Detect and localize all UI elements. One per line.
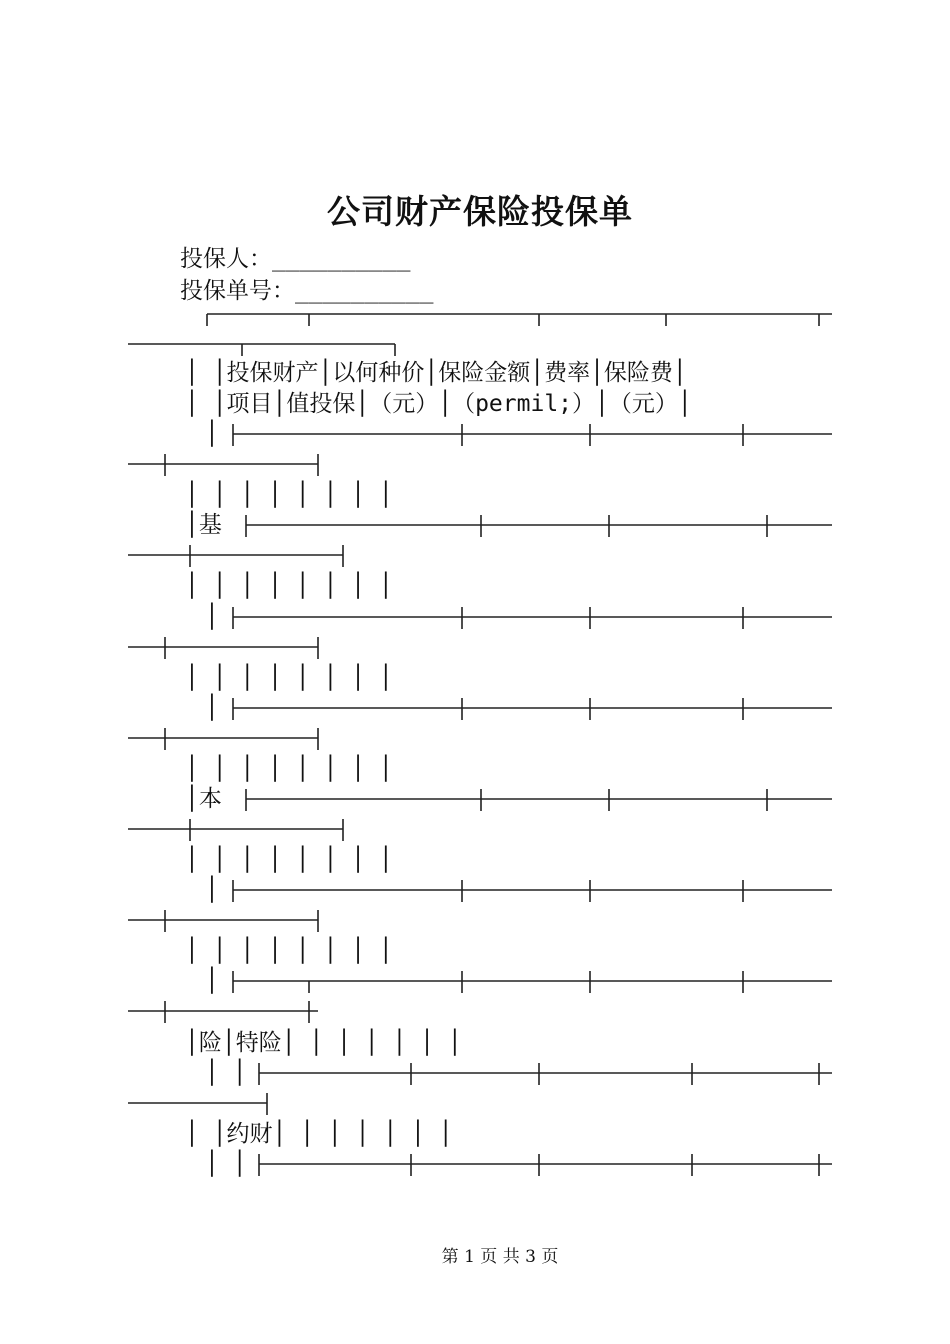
row-label-ben: │本 bbox=[185, 786, 222, 812]
table-header-row-1: │ │投保财产│以何种价│保险金额│费率│保险费│ bbox=[185, 360, 687, 386]
policy-number-field: 投保单号：__________ bbox=[180, 278, 434, 304]
row-prefix-bar: │ bbox=[205, 695, 219, 721]
row-prefix-bar: │ │ bbox=[205, 1060, 247, 1086]
row-label-yuecai: │ │约财│ │ │ │ │ │ │ bbox=[185, 1121, 453, 1147]
table-header-row-2: │ │项目│值投保│（元）│（permil;）│（元）│ bbox=[185, 391, 692, 417]
applicant-field: 投保人：__________ bbox=[180, 246, 411, 272]
table-row: │ │ │ │ │ │ │ │ bbox=[185, 756, 393, 782]
table-row: │ │ │ │ │ │ │ │ bbox=[185, 938, 393, 964]
page-footer: 第 1 页 共 3 页 bbox=[441, 1247, 559, 1267]
table-row: │ │ │ │ │ │ │ │ bbox=[185, 573, 393, 599]
document-title: 公司财产保险投保单 bbox=[327, 192, 633, 231]
row-label-xian-special: │险│特险│ │ │ │ │ │ │ bbox=[185, 1030, 462, 1056]
table-row: │ │ │ │ │ │ │ │ bbox=[185, 482, 393, 508]
row-prefix-bar: │ bbox=[205, 604, 219, 630]
row-label-ji: │基 bbox=[185, 512, 222, 538]
row-prefix-bar: │ │ bbox=[205, 1151, 247, 1177]
row-prefix-bar: │ bbox=[205, 877, 219, 903]
row-prefix-bar: │ bbox=[205, 421, 219, 447]
row-prefix-bar: │ bbox=[205, 968, 219, 994]
table-row: │ │ │ │ │ │ │ │ bbox=[185, 665, 393, 691]
table-row: │ │ │ │ │ │ │ │ bbox=[185, 847, 393, 873]
